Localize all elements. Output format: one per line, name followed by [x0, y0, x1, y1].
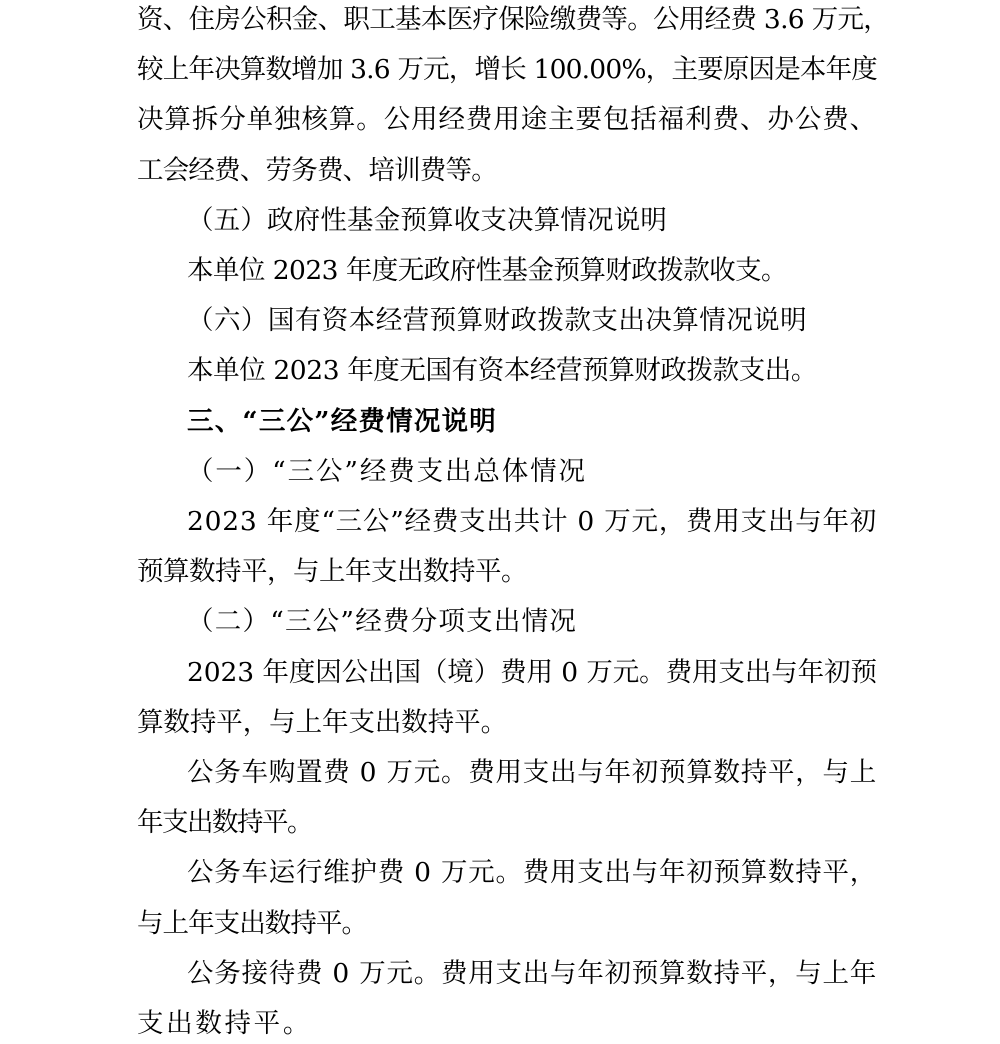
paragraph-line: 公务车购置费 0 万元。费用支出与年初预算数持平，与上 [187, 757, 877, 788]
paragraph-line: 与上年支出数持平。 [137, 908, 368, 939]
section-heading: （一）“三公”经费支出总体情况 [187, 456, 587, 487]
paragraph-line: 公务车运行维护费 0 万元。费用支出与年初预算数持平， [187, 857, 877, 888]
paragraph-line: 决算拆分单独核算。公用经费用途主要包括福利费、办公费、 [137, 104, 878, 135]
paragraph-line: 预算数持平，与上年支出数持平。 [137, 556, 527, 587]
paragraph-line: 资、住房公积金、职工基本医疗保险缴费等。公用经费 3.6 万元， [137, 4, 890, 35]
paragraph-line: 本单位 2023 年度无国有资本经营预算财政拨款支出。 [187, 355, 817, 386]
chapter-heading: 三、“三公”经费情况说明 [187, 406, 498, 437]
paragraph-line: 较上年决算数增加 3.6 万元，增长 100.00%，主要原因是本年度 [137, 54, 877, 85]
paragraph-line: 支出数持平。 [137, 1008, 313, 1039]
section-heading: （五）政府性基金预算收支决算情况说明 [187, 205, 668, 236]
paragraph-line: 本单位 2023 年度无政府性基金预算财政拨款收支。 [187, 255, 787, 286]
paragraph-line: 算数持平，与上年支出数持平。 [137, 707, 508, 738]
section-heading: （二）“三公”经费分项支出情况 [187, 606, 578, 637]
paragraph-line: 公务接待费 0 万元。费用支出与年初预算数持平，与上年 [187, 958, 877, 989]
paragraph-line: 工会经费、劳务费、培训费等。 [137, 155, 497, 186]
paragraph-line: 2023 年度“三公”经费支出共计 0 万元，费用支出与年初 [187, 506, 878, 537]
paragraph-line: 年支出数持平。 [137, 807, 312, 838]
section-heading: （六）国有资本经营预算财政拨款支出决算情况说明 [187, 305, 808, 336]
paragraph-line: 2023 年度因公出国（境）费用 0 万元。费用支出与年初预 [187, 657, 877, 688]
